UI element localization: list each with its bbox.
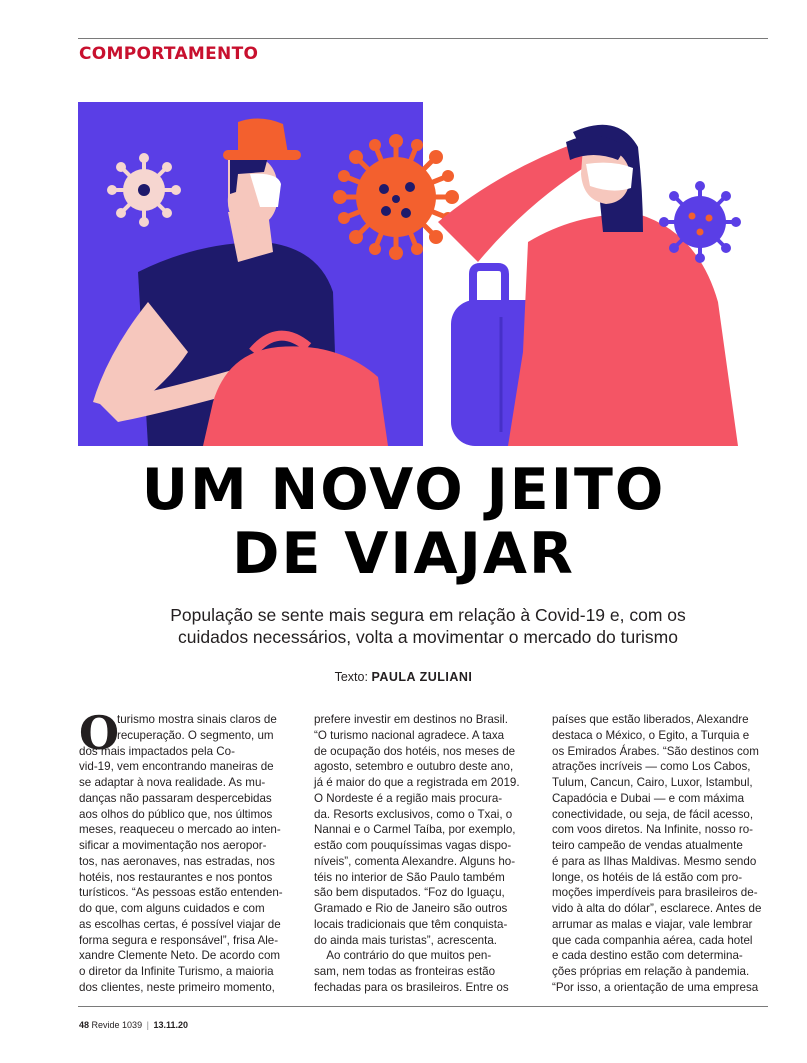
article-line: Capadócia e Dubai — e com máxima — [552, 791, 745, 805]
article-line: arrumar as malas e viajar, vale lembrar — [552, 917, 753, 931]
article-line: O Nordeste é a região mais procura- — [314, 791, 503, 805]
travel-illustration — [78, 102, 753, 446]
article-line: conectividade, ou seja, de fácil acesso, — [552, 807, 754, 821]
article-line: vid-19, vem encontrando maneiras de — [79, 760, 274, 774]
article-line: “Por isso, a orientação de uma empresa — [552, 980, 759, 994]
article-line: níveis”, comenta Alexandre. Alguns ho- — [314, 854, 516, 868]
headline-line: UM NOVO JEITO — [141, 457, 666, 523]
article-line: com voos diretos. Na Infinite, nosso ro- — [552, 823, 754, 837]
byline-author: PAULA ZULIANI — [371, 670, 473, 684]
article-line: as escolhas certas, é possível viajar de — [79, 917, 281, 931]
article-line: fechadas para os brasileiros. Entre os — [314, 980, 509, 994]
headline — [0, 458, 807, 586]
article-line: recuperação. O segmento, um — [117, 728, 274, 742]
byline — [0, 670, 807, 684]
magazine-issue: Revide 1039 — [91, 1020, 143, 1030]
article-line: longe, os hotéis de lá estão com pro- — [552, 870, 743, 884]
article-line: o diretor da Infinite Turismo, a maioria — [79, 965, 274, 978]
page-number: 48 — [79, 1020, 90, 1030]
page-footer — [79, 1020, 188, 1030]
article-line: teiro campeão de vendas atualmente — [552, 839, 743, 852]
article-column-1 — [79, 706, 294, 996]
article-line: turismo mostra sinais claros de — [117, 713, 277, 726]
article-line: os Emirados Árabes. “São destinos com — [552, 744, 759, 758]
article-line: de ocupação dos hotéis, nos meses de — [314, 744, 516, 758]
article-line: Tulum, Cancun, Cairo, Luxor, Istambul, — [552, 776, 753, 789]
article-line: tos, nas aeronaves, nas estradas, nos — [79, 854, 275, 868]
article-line: que cada companhia aérea, cada hotel — [552, 933, 753, 947]
footer-separator: | — [146, 1020, 149, 1030]
subtitle-line: cuidados necessários, volta a movimentar o mercado do turismo — [178, 627, 678, 647]
article-line: dos clientes, neste primeiro momento, — [79, 980, 275, 994]
article-line: ções próprias em relação à pandemia. — [552, 965, 750, 978]
virus-icon-right — [659, 181, 741, 263]
article-line: hotéis, nos restaurantes e nos pontos — [79, 870, 273, 884]
bottom-rule — [78, 1006, 768, 1007]
article-line: danças não passaram despercebidas — [79, 791, 272, 805]
article-line: estão com pouquíssimas vagas dispo- — [314, 839, 512, 852]
virus-icon-large — [333, 134, 459, 260]
article-line: turísticos. “As pessoas estão entenden- — [79, 886, 283, 900]
article-line: xandre Clemente Neto. De acordo com — [79, 949, 281, 963]
article-column-2 — [314, 712, 529, 996]
article-line: do ainda mais turistas”, acrescenta. — [314, 933, 498, 947]
article-line: Gramado e Rio de Janeiro são outros — [314, 902, 508, 915]
virus-icon-small — [107, 153, 181, 227]
drop-cap: O — [79, 706, 120, 760]
article-line: vido à alta do dólar”, esclarece. Antes de — [552, 902, 762, 915]
article-line: dos mais impactados pela Co- — [79, 744, 235, 758]
article-line: destaca o México, o Egito, a Turquia e — [552, 728, 750, 742]
subtitle — [120, 604, 736, 648]
article-line: agosto, setembro e outubro deste ano, — [314, 760, 514, 774]
top-rule — [78, 38, 768, 39]
article-line: já é maior do que a registrada em 2019. — [314, 776, 520, 789]
byline-label: Texto: — [334, 670, 368, 684]
article-column-3 — [552, 712, 767, 996]
section-label: COMPORTAMENTO — [79, 44, 259, 64]
article-line: se adaptar à nova realidade. As mu- — [79, 776, 266, 789]
article-line: é para as Ilhas Maldivas. Mesmo sendo — [552, 854, 757, 868]
article-line: e cada destino estão com determina- — [552, 949, 743, 963]
article-line: locais tradicionais que têm conquista- — [314, 917, 508, 931]
issue-date: 13.11.20 — [153, 1020, 188, 1030]
article-line: téis no interior de São Paulo também — [314, 870, 505, 884]
article-line: atrações incríveis — como Los Cabos, — [552, 760, 751, 774]
article-line: do que, com alguns cuidados e com — [79, 902, 265, 915]
article-line: moções imperdíveis para brasileiros de- — [552, 886, 758, 900]
article-line: Nannai e o Carmel Taíba, por exemplo, — [314, 823, 516, 837]
article-line: sam, nem todas as fronteiras estão — [314, 965, 496, 978]
article-line: países que estão liberados, Alexandre — [552, 713, 749, 726]
article-line: forma segura e responsável”, frisa Ale- — [79, 933, 279, 947]
article-line: são bem disputados. “Foz do Iguaçu, — [314, 886, 505, 900]
article-line: sificar a movimentação nos aeropor- — [79, 839, 267, 852]
subtitle-line: População se sente mais segura em relação à Covid-19 e, com os — [170, 605, 686, 625]
article-line: meses, reaqueceu o mercado ao inten- — [79, 823, 281, 837]
article-line: prefere investir em destinos no Brasil. — [314, 713, 508, 726]
article-line: “O turismo nacional agradece. A taxa — [314, 728, 505, 742]
article-line: Ao contrário do que muitos pen- — [314, 949, 492, 963]
article-line: aos olhos do público que, nos últimos — [79, 807, 273, 821]
headline-line: DE VIAJAR — [232, 521, 575, 587]
article-line: da. Resorts exclusivos, como o Txai, o — [314, 807, 513, 821]
